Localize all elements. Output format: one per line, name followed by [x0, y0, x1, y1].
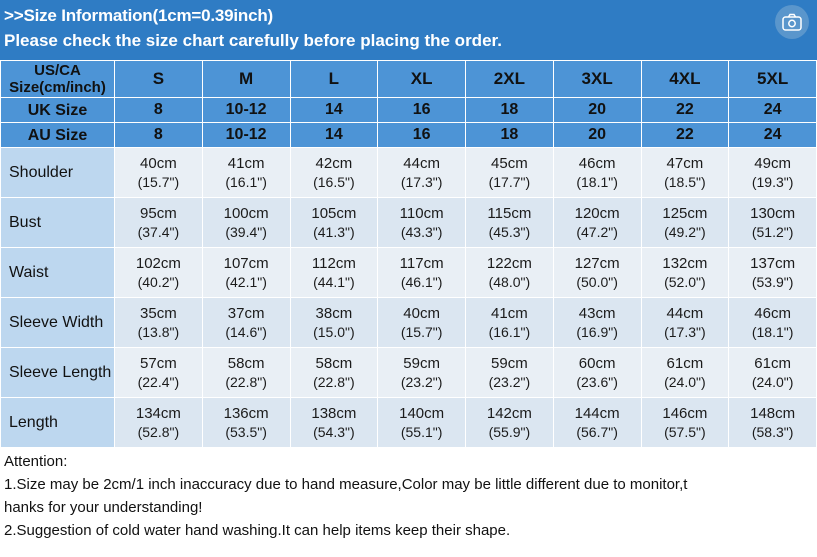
- value-cm: 117cm: [399, 254, 444, 272]
- value-inch: (43.3"): [400, 223, 443, 240]
- measurement-cell: [378, 398, 466, 448]
- au-size-cell: 8: [115, 123, 203, 148]
- measurement-cell: [202, 198, 290, 248]
- value-inch: (18.1"): [576, 173, 618, 190]
- measurement-cell: [729, 148, 817, 198]
- row-header-uk: UK Size: [1, 98, 115, 123]
- measurement-cell: [553, 198, 641, 248]
- value-inch: (23.6"): [576, 373, 618, 390]
- header-line-1: >>Size Information(1cm=0.39inch): [4, 6, 273, 25]
- size-cell: XL: [378, 61, 466, 98]
- table-row: [1, 298, 817, 348]
- value-inch: (15.7"): [400, 323, 443, 340]
- value-cm: 142cm: [486, 404, 532, 422]
- value-cm: 40cm: [403, 304, 440, 322]
- value-inch: (57.5"): [664, 423, 706, 440]
- value-inch: (50.0"): [576, 273, 618, 290]
- measurement-cell: [553, 148, 641, 198]
- value-cm: 137cm: [750, 254, 796, 272]
- measurement-cell: [378, 198, 466, 248]
- value-cm: 132cm: [662, 254, 708, 272]
- measurement-cell: [553, 248, 641, 298]
- header-banner: [0, 0, 817, 60]
- value-cm: 110cm: [399, 204, 444, 222]
- value-inch: (23.2"): [488, 373, 531, 390]
- uk-size-cell: 14: [290, 98, 378, 123]
- value-inch: (16.1"): [225, 173, 267, 190]
- value-inch: (24.0"): [664, 373, 706, 390]
- table-row-uk-size: [1, 98, 817, 123]
- value-cm: 45cm: [491, 154, 528, 172]
- measurement-cell: [115, 348, 203, 398]
- measurement-cell: [729, 348, 817, 398]
- measurement-cell: [378, 248, 466, 298]
- measurement-cell: [202, 298, 290, 348]
- value-inch: (53.5"): [225, 423, 267, 440]
- size-cell: 4XL: [641, 61, 729, 98]
- table-row-sizes: [1, 61, 817, 98]
- row-header-measurement: Sleeve Length: [1, 348, 115, 398]
- row-header-uscas: [1, 61, 115, 98]
- measurement-cell: [290, 148, 378, 198]
- measurement-cell: [202, 248, 290, 298]
- measurement-cell: [115, 198, 203, 248]
- measurement-cell: [641, 198, 729, 248]
- au-size-cell: 10-12: [202, 123, 290, 148]
- measurement-cell: [290, 248, 378, 298]
- measurement-cell: [290, 298, 378, 348]
- value-cm: 140cm: [399, 404, 445, 422]
- value-cm: 47cm: [666, 154, 704, 172]
- size-chart-body: [1, 61, 817, 448]
- uk-size-cell: 22: [641, 98, 729, 123]
- value-inch: (54.3"): [313, 423, 355, 440]
- value-cm: 136cm: [223, 404, 269, 422]
- value-cm: 60cm: [578, 354, 616, 372]
- value-inch: (52.0"): [664, 273, 706, 290]
- size-cell: 3XL: [553, 61, 641, 98]
- value-cm: 102cm: [135, 254, 181, 272]
- value-inch: (55.9"): [488, 423, 531, 440]
- measurement-cell: [378, 348, 466, 398]
- value-cm: 130cm: [750, 204, 796, 222]
- au-size-cell: 14: [290, 123, 378, 148]
- value-inch: (16.1"): [488, 323, 531, 340]
- value-cm: 35cm: [140, 304, 177, 322]
- measurement-cell: [641, 398, 729, 448]
- value-cm: 120cm: [574, 204, 620, 222]
- table-row: [1, 148, 817, 198]
- measurement-cell: [378, 148, 466, 198]
- value-cm: 148cm: [750, 404, 796, 422]
- value-cm: 37cm: [227, 304, 265, 322]
- row-header-au: AU Size: [1, 123, 115, 148]
- value-cm: 57cm: [140, 354, 177, 372]
- value-cm: 42cm: [315, 154, 353, 172]
- value-inch: (14.6"): [225, 323, 267, 340]
- value-inch: (40.2"): [137, 273, 180, 290]
- value-inch: (18.5"): [664, 173, 706, 190]
- value-inch: (22.4"): [137, 373, 180, 390]
- measurement-cell: [729, 248, 817, 298]
- value-cm: 58cm: [315, 354, 353, 372]
- value-cm: 59cm: [491, 354, 528, 372]
- row-header-line-1: US/CA: [34, 62, 81, 79]
- value-cm: 59cm: [403, 354, 440, 372]
- measurement-cell: [729, 298, 817, 348]
- uk-size-cell: 8: [115, 98, 203, 123]
- table-row-au-size: [1, 123, 817, 148]
- au-size-cell: 24: [729, 123, 817, 148]
- value-inch: (37.4"): [137, 223, 180, 240]
- value-inch: (44.1"): [313, 273, 355, 290]
- row-header-line-2: Size(cm/inch): [9, 79, 106, 96]
- value-inch: (17.7"): [488, 173, 531, 190]
- size-chart-table: [0, 60, 817, 448]
- value-cm: 107cm: [223, 254, 269, 272]
- measurement-cell: [290, 398, 378, 448]
- value-cm: 46cm: [578, 154, 616, 172]
- value-cm: 127cm: [574, 254, 620, 272]
- size-cell: L: [290, 61, 378, 98]
- uk-size-cell: 20: [553, 98, 641, 123]
- measurement-cell: [553, 348, 641, 398]
- measurement-cell: [466, 298, 554, 348]
- value-inch: (42.1"): [225, 273, 267, 290]
- attention-line-1: 1.Size may be 2cm/1 inch inaccuracy due to hand measure,Color may be little different due to monitor,t: [4, 476, 688, 493]
- table-row: [1, 398, 817, 448]
- measurement-cell: [290, 348, 378, 398]
- uk-size-cell: 16: [378, 98, 466, 123]
- value-inch: (17.3"): [664, 323, 706, 340]
- value-cm: 38cm: [315, 304, 353, 322]
- uk-size-cell: 10-12: [202, 98, 290, 123]
- size-cell: M: [202, 61, 290, 98]
- measurement-cell: [641, 148, 729, 198]
- measurement-cell: [202, 398, 290, 448]
- value-cm: 46cm: [754, 304, 791, 322]
- value-cm: 41cm: [491, 304, 528, 322]
- value-inch: (53.9"): [751, 273, 794, 290]
- value-inch: (51.2"): [751, 223, 794, 240]
- measurement-cell: [202, 148, 290, 198]
- value-inch: (41.3"): [313, 223, 355, 240]
- value-inch: (47.2"): [576, 223, 618, 240]
- au-size-cell: 16: [378, 123, 466, 148]
- value-inch: (16.9"): [576, 323, 618, 340]
- attention-notes: [0, 448, 817, 542]
- value-inch: (39.4"): [225, 223, 267, 240]
- value-cm: 61cm: [666, 354, 704, 372]
- value-cm: 134cm: [135, 404, 181, 422]
- value-inch: (56.7"): [576, 423, 618, 440]
- value-inch: (55.1"): [400, 423, 443, 440]
- attention-title: Attention:: [4, 453, 68, 470]
- measurement-cell: [729, 198, 817, 248]
- value-inch: (15.0"): [313, 323, 355, 340]
- value-inch: (19.3"): [751, 173, 794, 190]
- value-inch: (13.8"): [137, 323, 180, 340]
- measurement-cell: [553, 398, 641, 448]
- au-size-cell: 18: [466, 123, 554, 148]
- row-header-measurement: Shoulder: [1, 148, 115, 198]
- measurement-cell: [202, 348, 290, 398]
- value-cm: 112cm: [311, 254, 356, 272]
- measurement-cell: [115, 398, 203, 448]
- row-header-measurement: Bust: [1, 198, 115, 248]
- measurement-cell: [115, 248, 203, 298]
- value-inch: (15.7"): [137, 173, 180, 190]
- measurement-cell: [641, 298, 729, 348]
- measurement-cell: [378, 298, 466, 348]
- value-inch: (45.3"): [488, 223, 531, 240]
- value-cm: 41cm: [227, 154, 265, 172]
- table-row: [1, 248, 817, 298]
- value-inch: (17.3"): [400, 173, 443, 190]
- value-inch: (24.0"): [751, 373, 794, 390]
- measurement-cell: [641, 248, 729, 298]
- row-header-measurement: Sleeve Width: [1, 298, 115, 348]
- measurement-cell: [115, 148, 203, 198]
- value-cm: 44cm: [666, 304, 704, 322]
- value-cm: 115cm: [487, 204, 532, 222]
- value-inch: (49.2"): [664, 223, 706, 240]
- measurement-cell: [466, 248, 554, 298]
- value-cm: 95cm: [140, 204, 177, 222]
- camera-badge-icon[interactable]: [775, 5, 809, 39]
- value-inch: (58.3"): [751, 423, 794, 440]
- measurement-cell: [729, 398, 817, 448]
- table-row: [1, 198, 817, 248]
- au-size-cell: 20: [553, 123, 641, 148]
- value-cm: 61cm: [754, 354, 791, 372]
- value-cm: 146cm: [662, 404, 708, 422]
- uk-size-cell: 18: [466, 98, 554, 123]
- attention-line-3: 2.Suggestion of cold water hand washing.It can help items keep their shape.: [4, 522, 511, 539]
- measurement-cell: [115, 298, 203, 348]
- value-inch: (22.8"): [225, 373, 267, 390]
- value-inch: (48.0"): [488, 273, 531, 290]
- measurement-cell: [641, 348, 729, 398]
- row-header-measurement: Length: [1, 398, 115, 448]
- value-cm: 43cm: [578, 304, 616, 322]
- value-cm: 144cm: [574, 404, 620, 422]
- size-cell: 5XL: [729, 61, 817, 98]
- uk-size-cell: 24: [729, 98, 817, 123]
- measurement-cell: [290, 198, 378, 248]
- measurement-cell: [466, 148, 554, 198]
- size-cell: S: [115, 61, 203, 98]
- value-cm: 122cm: [486, 254, 532, 272]
- value-inch: (18.1"): [751, 323, 794, 340]
- value-inch: (23.2"): [400, 373, 443, 390]
- attention-line-2: hanks for your understanding!: [4, 499, 203, 516]
- measurement-cell: [466, 398, 554, 448]
- value-inch: (22.8"): [313, 373, 355, 390]
- au-size-cell: 22: [641, 123, 729, 148]
- value-cm: 138cm: [311, 404, 357, 422]
- value-cm: 44cm: [403, 154, 440, 172]
- measurement-cell: [466, 348, 554, 398]
- value-inch: (46.1"): [400, 273, 443, 290]
- value-cm: 105cm: [311, 204, 357, 222]
- measurement-cell: [466, 198, 554, 248]
- value-cm: 125cm: [662, 204, 708, 222]
- value-cm: 40cm: [140, 154, 177, 172]
- value-cm: 100cm: [223, 204, 269, 222]
- size-cell: 2XL: [466, 61, 554, 98]
- header-line-2: Please check the size chart carefully before placing the order.: [4, 31, 502, 50]
- value-cm: 49cm: [754, 154, 791, 172]
- value-cm: 58cm: [227, 354, 265, 372]
- row-header-measurement: Waist: [1, 248, 115, 298]
- table-row: [1, 348, 817, 398]
- value-inch: (52.8"): [137, 423, 180, 440]
- measurement-cell: [553, 298, 641, 348]
- value-inch: (16.5"): [313, 173, 355, 190]
